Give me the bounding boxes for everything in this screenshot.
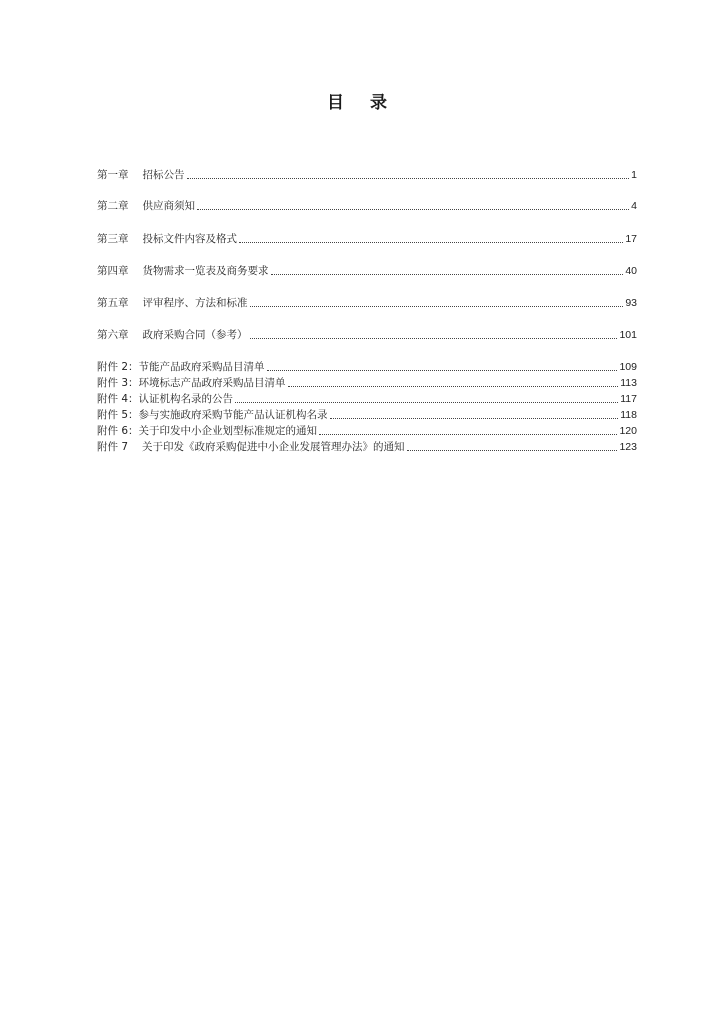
toc-entry[interactable] [97,166,637,182]
toc-entry-number: 第六章 [97,329,129,341]
toc-entry-page: 123 [619,441,637,453]
toc-entry-page: 120 [619,425,637,437]
toc-entry-title: 货物需求一览表及商务要求 [142,265,269,277]
dot-leader [271,273,624,275]
toc-entry-page: 113 [620,377,637,389]
toc-entry-title: 参与实施政府采购节能产品认证机构名录 [138,409,328,421]
toc-entry[interactable] [97,358,637,374]
toc-entry-page: 93 [625,297,637,309]
dot-leader [288,385,619,387]
toc-entry[interactable] [97,374,637,390]
toc-entry-number: 附件 4： [97,393,139,405]
dot-leader [239,241,623,243]
dot-leader [250,305,624,307]
toc-entry[interactable] [97,422,637,438]
toc-entry-page: 17 [625,233,637,245]
dot-leader [407,449,618,451]
toc-entry-page: 4 [631,200,637,212]
toc-entry-number: 附件 7 [97,441,129,453]
toc-entry-title: 评审程序、方法和标准 [142,297,248,309]
toc-entry-number: 第一章 [97,169,129,181]
toc-entry[interactable] [97,406,637,422]
dot-leader [197,208,629,210]
toc-entry[interactable] [97,294,637,310]
toc-entry-title: 关于印发中小企业划型标准规定的通知 [138,425,318,437]
toc-entry-title: 政府采购合同（参考） [142,329,248,341]
dot-leader [267,369,618,371]
dot-leader [330,417,619,419]
dot-leader [319,433,617,435]
toc-entry-number: 附件 3： [97,377,139,389]
toc-entry[interactable] [97,197,637,213]
toc-entry-number: 第五章 [97,297,129,309]
toc-entry-page: 1 [631,169,637,181]
toc-entry-title: 供应商须知 [142,200,195,212]
toc-entry-page: 118 [620,409,637,421]
toc-entry-title: 招标公告 [142,169,185,181]
toc-entry[interactable] [97,326,637,342]
toc-entry[interactable] [97,262,637,278]
dot-leader [250,337,618,339]
toc-title: 目 录 [327,93,397,113]
toc-entry[interactable] [97,230,637,246]
dot-leader [235,401,618,403]
toc-entry-title: 环境标志产品政府采购品目清单 [138,377,286,389]
toc-entry-page: 40 [625,265,637,277]
toc-entry-page: 101 [619,329,637,341]
toc-entry-title: 关于印发《政府采购促进中小企业发展管理办法》的通知 [142,441,405,453]
toc-entry-number: 第二章 [97,200,129,212]
toc-entry-number: 第三章 [97,233,129,245]
toc-entry-title: 认证机构名录的公告 [138,393,234,405]
toc-entry[interactable] [97,390,637,406]
dot-leader [187,177,630,179]
toc-entry-title: 投标文件内容及格式 [142,233,237,245]
toc-entry-title: 节能产品政府采购品目清单 [138,361,265,373]
toc-entry-page: 117 [620,393,637,405]
toc-entry[interactable] [97,438,637,454]
toc-entry-number: 附件 2： [97,361,139,373]
toc-entry-page: 109 [619,361,637,373]
toc-entry-number: 附件 6： [97,425,139,437]
toc-entry-number: 附件 5： [97,409,139,421]
toc-entry-number: 第四章 [97,265,129,277]
